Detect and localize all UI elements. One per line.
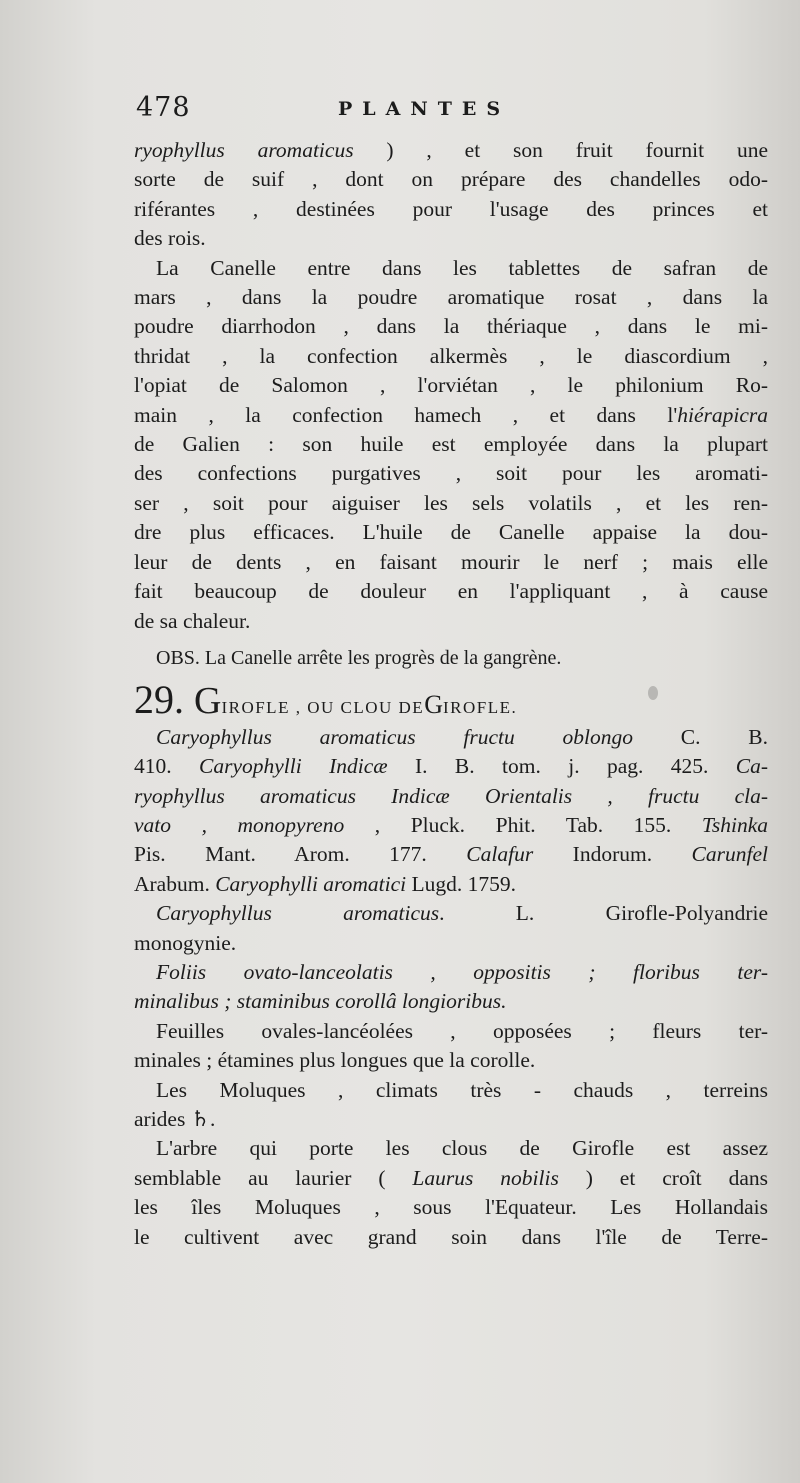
text-line: poudre diarrhodon , dans la thériaque , dans le mi- [134, 314, 768, 339]
heading-initial: G [194, 680, 222, 723]
text-line: Les Moluques , climats très - chauds , terreins [156, 1077, 768, 1102]
text-fragment: Indorum. [533, 842, 692, 867]
body-text [134, 136, 768, 1252]
linnaean-paragraph [134, 899, 768, 958]
text-line [134, 811, 768, 840]
latin-name: Ca- [735, 754, 768, 779]
latin-name: Calafur [466, 842, 534, 867]
text-line: les îles Moluques , sous l'Equateur. Les Hollandais [134, 1195, 768, 1220]
latin-text: minalibus ; staminibus corollâ longioribus. [134, 989, 507, 1014]
latin-name: Caryophylli aromatici [215, 871, 407, 896]
description-paragraph [134, 1017, 768, 1076]
latin-diagnosis [134, 958, 768, 1017]
text-line: fait beaucoup de douleur en l'appliquant , à cause [134, 579, 768, 604]
heading-smallcaps: IROFLE. [442, 698, 518, 718]
text-line: L'arbre qui porte les clous de Girofle est assez [156, 1136, 768, 1161]
heading-initial: G [424, 690, 443, 720]
text-line: riférantes , destinées pour l'usage des princes et [134, 196, 768, 221]
text-line: mars , dans la poudre aromatique rosat , dans la [134, 285, 768, 310]
latin-name: Caryophyllus aromaticus [156, 901, 440, 926]
text-fragment: 410. [134, 754, 200, 779]
latin-name: Carunfel [691, 842, 768, 867]
latin-name: vato , monopyreno [134, 812, 345, 837]
text-fragment: I. B. tom. j. pag. 425. [387, 754, 736, 779]
text-line: Feuilles ovales-lancéolées , opposées ; fleurs ter- [156, 1018, 768, 1043]
latin-name: hiérapicra [677, 402, 768, 427]
text-line: leur de dents , en faisant mourir le nerf ; mais elle [134, 549, 768, 574]
latin-text: Foliis ovato-lanceolatis , oppositis ; floribus ter- [156, 959, 768, 984]
text-line [134, 840, 768, 869]
habitat-paragraph [134, 1076, 768, 1135]
text-line: le cultivent avec grand soin dans l'île de Terre- [134, 1224, 768, 1249]
text-line [134, 1164, 768, 1193]
text-line: des confections purgatives , soit pour les aromati- [134, 461, 768, 486]
text-line: thridat , la confection alkermès , le diascordium , [134, 343, 768, 368]
latin-name: ryophyllus aromaticus Indicæ Orientalis , fructu cla- [134, 783, 768, 808]
latin-name: Caryophylli Indicæ [199, 754, 388, 779]
page-header [136, 92, 756, 126]
latin-name: Laurus nobilis [412, 1165, 559, 1190]
text-line: minales ; étamines plus longues que la corolle. [134, 1048, 536, 1073]
text-fragment: Arabum. [134, 871, 216, 896]
paragraph-canelle-uses [134, 254, 768, 636]
text-fragment: Lugd. 1759. [406, 871, 516, 896]
section-heading [134, 677, 768, 723]
text-fragment: C. B. [633, 724, 768, 749]
text-line: arides ♄. [134, 1107, 216, 1131]
text-line: ser , soit pour aiguiser les sels volatils , et les ren- [134, 490, 768, 515]
heading-smallcaps: IROFLE , OU CLOU DE [221, 698, 425, 718]
text-line [134, 752, 768, 781]
text-line [134, 899, 768, 928]
text-fragment: Pis. Mant. Arom. 177. [134, 842, 467, 867]
text-line [134, 136, 768, 165]
text-line: OBS. La Canelle arrête les progrès de la gangrène. [156, 646, 562, 669]
text-line: dre plus efficaces. L'huile de Canelle appaise la dou- [134, 520, 768, 545]
page-number: 478 [136, 92, 191, 123]
text-fragment: , Pluck. Phit. Tab. 155. [344, 812, 702, 837]
text-line: de Galien : son huile est employée dans la plupart [134, 432, 768, 457]
running-title: PLANTES [338, 98, 511, 120]
text-line: monogynie. [134, 930, 237, 955]
text-line: l'opiat de Salomon , l'orviétan , le philonium Ro- [134, 373, 768, 398]
observation-note [134, 644, 768, 673]
text-line: de sa chaleur. [134, 608, 251, 633]
paragraph-fruit [134, 136, 768, 254]
latin-name: Tshinka [701, 812, 768, 837]
tree-paragraph [134, 1134, 768, 1252]
synonyms-paragraph [134, 723, 768, 899]
text-line [134, 401, 768, 430]
text-line [134, 782, 768, 811]
text-fragment: main , la confection hamech , et dans l' [134, 402, 678, 427]
text-line: des rois. [134, 226, 206, 251]
text-line [134, 723, 768, 752]
latin-name: ryophyllus aromaticus [134, 138, 354, 162]
text-line: sorte de suif , dont on prépare des chandelles odo- [134, 167, 768, 192]
text-line [134, 987, 768, 1016]
section-number: 29. [134, 677, 184, 723]
text-fragment: ) , et son fruit fournit une [353, 138, 769, 162]
text-line: La Canelle entre dans les tablettes de safran de [156, 255, 768, 280]
text-line [134, 958, 768, 987]
latin-name: Caryophyllus aromaticus fructu oblongo [156, 724, 633, 749]
text-fragment: ) et croît dans [558, 1165, 768, 1190]
text-fragment: semblable au laurier ( [134, 1165, 413, 1190]
ink-blot [648, 686, 658, 700]
text-fragment: . L. Girofle-Polyandrie [439, 901, 769, 926]
text-line [134, 870, 768, 899]
